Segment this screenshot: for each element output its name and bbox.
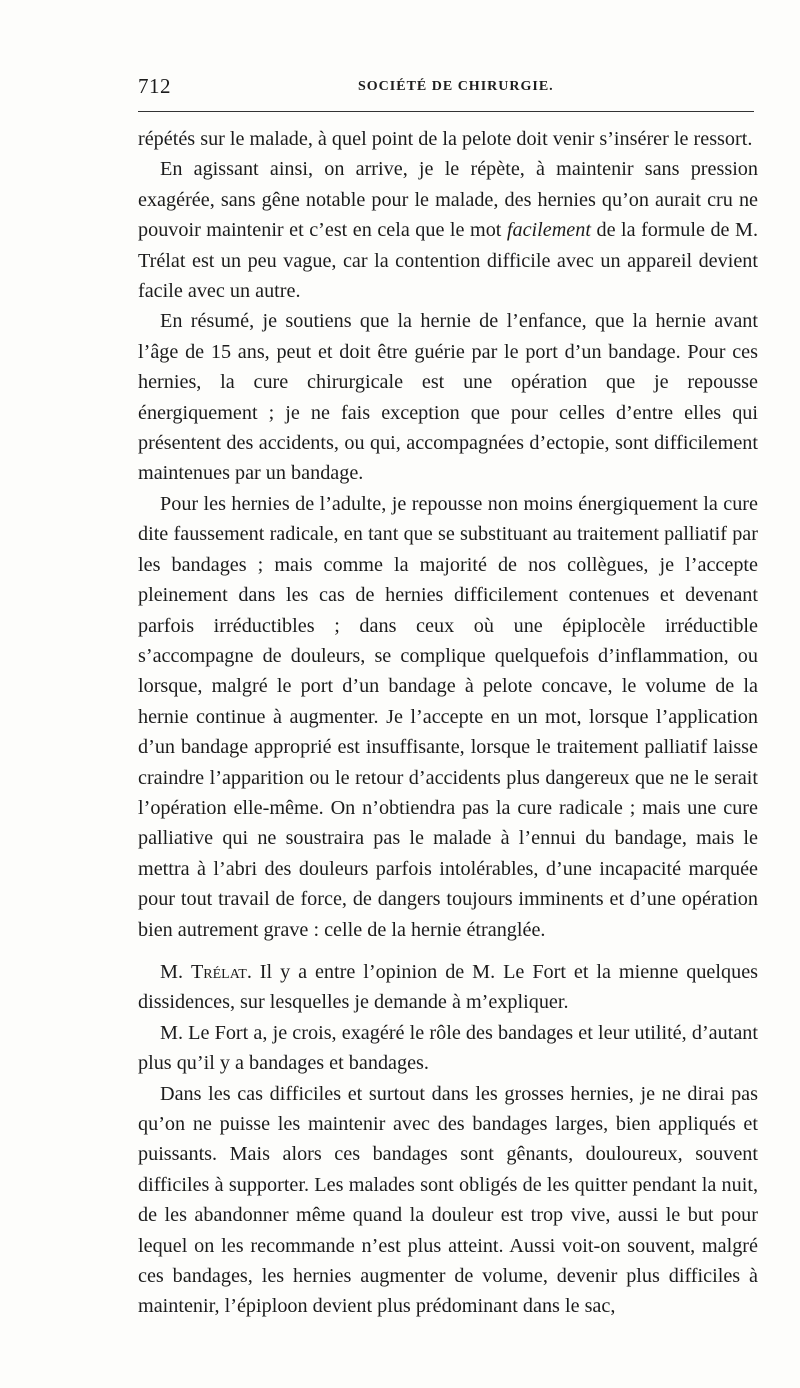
header-rule	[138, 111, 754, 112]
page-header	[138, 74, 756, 102]
running-head: SOCIÉTÉ DE CHIRURGIE.	[358, 79, 554, 94]
italic-term: facilement	[506, 219, 591, 242]
page-number: 712	[138, 74, 171, 98]
body-text	[138, 124, 758, 1322]
paragraph-5: M. Trélat. Il y a entre l’opinion de M. Le Fort et la mienne quelques dissidences, sur lesquelles je demande à m’expliquer.	[138, 960, 759, 1014]
paragraph-1: répétés sur le malade, à quel point de la pelote doit venir s’insérer le ressort.	[138, 128, 753, 150]
paragraph-7: Dans les cas difficiles et surtout dans les grosses hernies, je ne dirai pas qu’on ne puisse les maintenir avec des bandages larges, bien appliqués et puissants. Mais alors ces bandages sont gênants, douloureux, souvent difficiles à supporter. Les malades sont obligés de les quitter pendant la nuit, de les abandonner même quand la douleur est trop vive, aussi le but pour lequel on les recommande n’est plus atteint. Aussi voit-on souvent, malgré ces bandages, les hernies augmenter de volume, devenir plus difficiles à maintenir, l’épiploon devient plus prédominant dans le sac,	[138, 1082, 758, 1318]
paragraph-6: M. Le Fort a, je crois, exagéré le rôle des bandages et leur utilité, d’autant plus qu’il y a bandages et bandages.	[138, 1021, 758, 1075]
speaker-name: Trélat	[190, 960, 247, 983]
paragraph-3: En résumé, je soutiens que la hernie de l’enfance, que la hernie avant l’âge de 15 ans, peut et doit être guérie par le port d’un bandage. Pour ces hernies, la cure chirurgicale est une opération que je repousse énergiquement ; je ne fais exception que pour celles d’entre elles qui présentent des accidents, ou qui, accompagnées d’ectopie, sont difficilement maintenues par un bandage.	[138, 310, 758, 485]
paragraph-2: En agissant ainsi, on arrive, je le répète, à maintenir sans pression exagérée, sans gêne notable pour le malade, des hernies qu’on aurait cru ne pouvoir maintenir et c’est en cela que le mot facilement de la formule de M. Trélat est un peu vague, car la contention difficile avec un appareil devient facile avec un autre.	[138, 158, 758, 303]
paragraph-4: Pour les hernies de l’adulte, je repousse non moins énergiquement la cure dite faussement radicale, en tant que se substituant au traitement palliatif par les bandages ; mais comme la majorité de nos collègues, je l’accepte pleinement dans les cas de hernies difficilement contenues et devenant parfois irréductibles ; dans ceux où une épiplocèle irréductible s’accompagne de douleurs, se complique quelquefois d’inflammation, ou lorsque, malgré le port d’un bandage à pelote concave, le volume de la hernie continue à augmenter. Je l’accepte en un mot, lorsque l’application d’un bandage approprié est insuffisante, lorsque le traitement palliatif laisse craindre l’apparition ou le retour d’accidents plus dangereux que ne le serait l’opération elle-même. On n’obtiendra pas la cure radicale ; mais une cure palliative qui ne soustraira pas le malade à l’ennui du bandage, mais le mettra à l’abri des douleurs parfois intolérables, d’une incapacité marquée pour tout travail de force, de dangers toujours imminents et d’une opération bien autrement grave : celle de la hernie étranglée.	[138, 492, 758, 941]
